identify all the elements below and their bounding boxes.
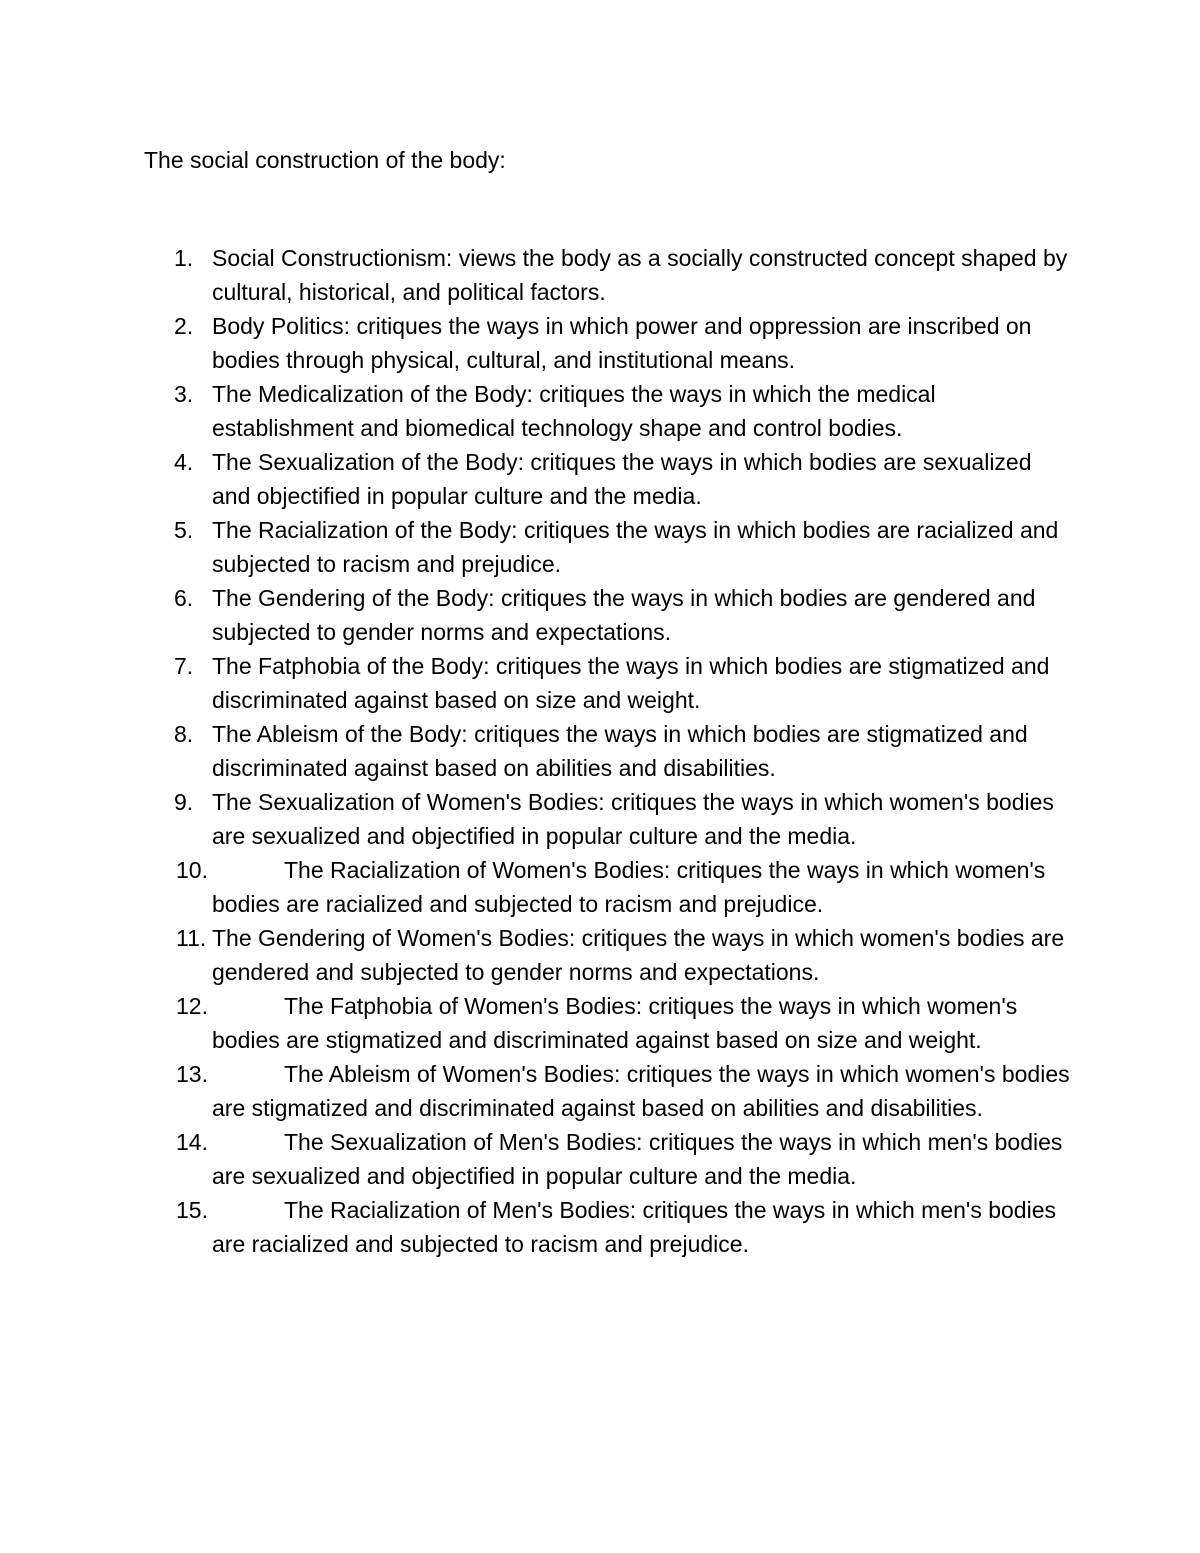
list-item-text: The Racialization of Women's Bodies: critiques the ways in which women's bodies are racialized and subjected to racism and prejudice.: [212, 857, 1046, 917]
list-item: [0, 241, 1200, 309]
list-item: [0, 921, 1200, 989]
list-item: [0, 717, 1200, 785]
document-title: The social construction of the body:: [144, 147, 506, 173]
list-item: [0, 649, 1200, 717]
list-item-number: 12.: [176, 993, 208, 1019]
list-item-number: 15.: [176, 1197, 208, 1223]
list-item-number: 10.: [176, 857, 208, 883]
list-item-number: 1.: [174, 245, 194, 271]
list-item: [0, 377, 1200, 445]
list-item: [0, 853, 1200, 921]
list-item-text: Body Politics: critiques the ways in which power and oppression are inscribed on bodies through physical, cultural, and institutional means.: [212, 313, 1032, 373]
list-item-text: The Medicalization of the Body: critiques the ways in which the medical establishment and biomedical technology shape and control bodies.: [212, 381, 936, 441]
list-item-number: 9.: [174, 789, 194, 815]
list-item-text: Social Constructionism: views the body as a socially constructed concept shaped by cultural, historical, and political factors.: [212, 245, 1068, 305]
list-item-text: The Ableism of the Body: critiques the ways in which bodies are stigmatized and discriminated against based on abilities and disabilities.: [212, 721, 1028, 781]
list-item-text: The Gendering of Women's Bodies: critiques the ways in which women's bodies are gendered and subjected to gender norms and expectations.: [212, 925, 1065, 985]
list-item-text: The Sexualization of Women's Bodies: critiques the ways in which women's bodies are sexualized and objectified in popular culture and the media.: [212, 789, 1054, 849]
list-item: [0, 581, 1200, 649]
list-item: [0, 1193, 1200, 1261]
list-item-number: 5.: [174, 517, 194, 543]
list-item: [0, 1057, 1200, 1125]
list-item-text: The Racialization of the Body: critiques the ways in which bodies are racialized and subjected to racism and prejudice.: [212, 517, 1059, 577]
list-item-text: The Sexualization of the Body: critiques the ways in which bodies are sexualized and objectified in popular culture and the media.: [212, 449, 1032, 509]
list-item-text: The Fatphobia of the Body: critiques the ways in which bodies are stigmatized and discriminated against based on size and weight.: [212, 653, 1050, 713]
list-item: [0, 309, 1200, 377]
list-item: [0, 989, 1200, 1057]
list-item-text: The Gendering of the Body: critiques the ways in which bodies are gendered and subjected to gender norms and expectations.: [212, 585, 1036, 645]
list-item-number: 11.: [176, 925, 207, 951]
list-item-number: 13.: [176, 1061, 208, 1087]
list-item-number: 3.: [174, 381, 194, 407]
list-item-text: The Sexualization of Men's Bodies: critiques the ways in which men's bodies are sexualized and objectified in popular culture and the media.: [212, 1129, 1063, 1189]
list-item-text: The Ableism of Women's Bodies: critiques the ways in which women's bodies are stigmatized and discriminated against based on abilities and disabilities.: [212, 1061, 1070, 1121]
list-item-number: 2.: [174, 313, 194, 339]
numbered-list: [0, 241, 1200, 1261]
list-item-number: 8.: [174, 721, 194, 747]
list-item: [0, 785, 1200, 853]
list-item-text: The Racialization of Men's Bodies: critiques the ways in which men's bodies are racialized and subjected to racism and prejudice.: [212, 1197, 1056, 1257]
list-item: [0, 1125, 1200, 1193]
list-item: [0, 513, 1200, 581]
list-item-number: 4.: [174, 449, 194, 475]
list-item-number: 14.: [176, 1129, 208, 1155]
list-item-number: 7.: [174, 653, 194, 679]
list-item: [0, 445, 1200, 513]
list-item-text: The Fatphobia of Women's Bodies: critiques the ways in which women's bodies are stigmatized and discriminated against based on size and weight.: [212, 993, 1018, 1053]
list-item-number: 6.: [174, 585, 194, 611]
